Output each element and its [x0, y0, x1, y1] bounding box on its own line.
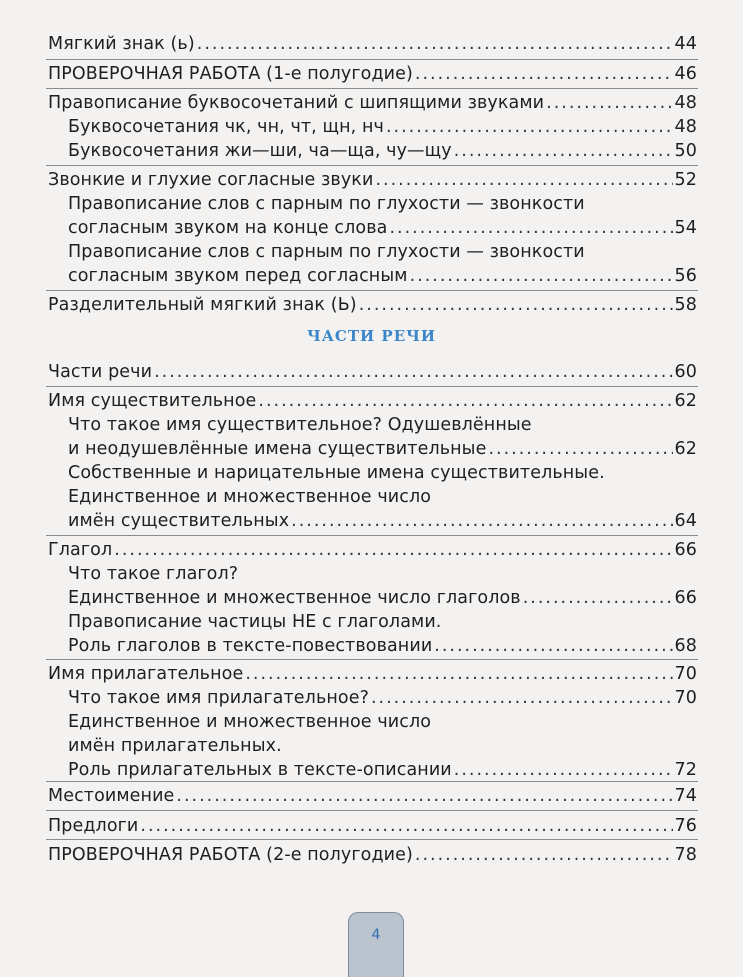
toc-entry-page: 56	[674, 266, 697, 286]
toc-entry-title: согласным звуком перед согласным	[68, 266, 408, 286]
toc-subentry-line: Правописание слов с парным по глухости — звонкости	[68, 242, 585, 262]
toc-entry-page: 66	[674, 540, 697, 560]
toc-entry-title: Роль глаголов в тексте-повествовании	[68, 636, 433, 656]
toc-entry-page: 44	[674, 34, 697, 54]
toc-entry-page: 58	[674, 295, 697, 315]
divider	[46, 290, 698, 291]
toc-subentry	[68, 139, 697, 163]
leader-dots	[546, 91, 672, 115]
toc-entry-title: Правописание буквосочетаний с шипящими звуками	[48, 93, 545, 113]
divider	[46, 535, 698, 536]
page-number: 4	[371, 927, 381, 943]
leader-dots	[386, 115, 673, 139]
leader-dots	[359, 293, 673, 317]
toc-subentry-line: Правописание частицы НЕ с глаголами.	[68, 612, 442, 632]
toc-entry	[48, 784, 697, 808]
toc-entry-title: Что такое имя прилагательное?	[68, 688, 369, 708]
leader-dots	[523, 586, 673, 610]
toc-entry	[48, 32, 697, 56]
toc-entry-title: согласным звуком на конце слова	[68, 218, 388, 238]
divider	[46, 839, 698, 840]
divider	[46, 810, 698, 811]
toc-entry-page: 70	[674, 688, 697, 708]
toc-entry-title: и неодушевлённые имена существительные	[68, 439, 487, 459]
toc-entry-title: Глагол	[48, 540, 113, 560]
toc-entry-page: 60	[674, 362, 697, 382]
toc-subentry	[68, 437, 697, 461]
toc-entry-page: 54	[674, 218, 697, 238]
toc-entry-title: Имя прилагательное	[48, 664, 244, 684]
leader-dots	[140, 814, 672, 838]
toc-entry	[48, 168, 697, 192]
toc-subentry-line: Собственные и нарицательные имена существительные.	[68, 463, 605, 483]
leader-dots	[415, 62, 673, 86]
toc-entry	[48, 662, 697, 686]
toc-entry-page: 64	[674, 511, 697, 531]
divider	[46, 88, 698, 89]
toc-entry-page: 62	[674, 439, 697, 459]
toc-entry-page: 78	[674, 845, 697, 865]
toc-subentry	[68, 758, 697, 782]
toc-subentry	[68, 264, 697, 288]
leader-dots	[434, 634, 672, 658]
toc-entry-page: 72	[674, 760, 697, 780]
toc-entry	[48, 62, 697, 86]
divider	[46, 386, 698, 387]
toc-entry-title: ПРОВЕРОЧНАЯ РАБОТА (1-е полугодие)	[48, 64, 413, 84]
toc-entry-page: 50	[674, 141, 697, 161]
leader-dots	[415, 843, 673, 867]
section-title: ЧАСТИ РЕЧИ	[307, 327, 436, 345]
toc-entry	[48, 389, 697, 413]
toc-entry	[48, 91, 697, 115]
leader-dots	[176, 784, 672, 808]
toc-subentry	[68, 586, 697, 610]
toc-entry	[48, 360, 697, 384]
leader-dots	[154, 360, 672, 384]
toc-entry-page: 48	[674, 93, 697, 113]
toc-entry-page: 74	[674, 786, 697, 806]
toc-entry-title: Звонкие и глухие согласные звуки	[48, 170, 374, 190]
toc-subentry	[68, 686, 697, 710]
toc-entry-page: 52	[674, 170, 697, 190]
leader-dots	[371, 686, 673, 710]
divider	[46, 781, 698, 782]
leader-dots	[197, 32, 673, 56]
leader-dots	[389, 216, 672, 240]
toc-entry-page: 62	[674, 391, 697, 411]
leader-dots	[245, 662, 672, 686]
toc-subentry-line: Что такое глагол?	[68, 564, 239, 584]
toc-entry-title: имён существительных	[68, 511, 290, 531]
toc-subentry-line: Единственное и множественное число	[68, 712, 432, 732]
toc-entry-title: Мягкий знак (ь)	[48, 34, 195, 54]
toc-entry	[48, 843, 697, 867]
leader-dots	[454, 758, 673, 782]
toc-entry-page: 70	[674, 664, 697, 684]
toc-entry	[48, 538, 697, 562]
toc-subentry-line: Единственное и множественное число	[68, 487, 432, 507]
leader-dots	[410, 264, 673, 288]
toc-entry-title: Имя существительное	[48, 391, 257, 411]
toc-entry-page: 76	[674, 816, 697, 836]
toc-entry-page: 46	[674, 64, 697, 84]
leader-dots	[488, 437, 672, 461]
toc-subentry-line: Правописание слов с парным по глухости — звонкости	[68, 194, 585, 214]
toc-entry-page: 66	[674, 588, 697, 608]
toc-entry-title: Местоимение	[48, 786, 175, 806]
toc-subentry-line: Что такое имя существительное? Одушевлённые	[68, 415, 532, 435]
toc-entry-title: ПРОВЕРОЧНАЯ РАБОТА (2-е полугодие)	[48, 845, 413, 865]
toc-entry-title: Части речи	[48, 362, 153, 382]
page-number-tab	[348, 912, 404, 977]
toc-entry-title: Предлоги	[48, 816, 139, 836]
toc-entry-title: Единственное и множественное число глаголов	[68, 588, 521, 608]
divider	[46, 659, 698, 660]
toc-entry-page: 48	[674, 117, 697, 137]
leader-dots	[114, 538, 672, 562]
leader-dots	[291, 509, 672, 533]
toc-subentry	[68, 115, 697, 139]
toc-subentry	[68, 216, 697, 240]
toc-entry-title: Буквосочетания жи—ши, ча—ща, чу—щу	[68, 141, 452, 161]
divider	[46, 59, 698, 60]
toc-entry-title: Разделительный мягкий знак (Ь)	[48, 295, 357, 315]
toc-entry-page: 68	[674, 636, 697, 656]
toc-subentry	[68, 634, 697, 658]
leader-dots	[454, 139, 673, 163]
toc-entry-title: Роль прилагательных в тексте-описании	[68, 760, 452, 780]
toc-subentry-line: имён прилагательных.	[68, 736, 282, 756]
leader-dots	[375, 168, 672, 192]
toc-entry	[48, 814, 697, 838]
toc-subentry	[68, 509, 697, 533]
toc-entry	[48, 293, 697, 317]
toc-entry-title: Буквосочетания чк, чн, чт, щн, нч	[68, 117, 384, 137]
divider	[46, 165, 698, 166]
leader-dots	[258, 389, 672, 413]
